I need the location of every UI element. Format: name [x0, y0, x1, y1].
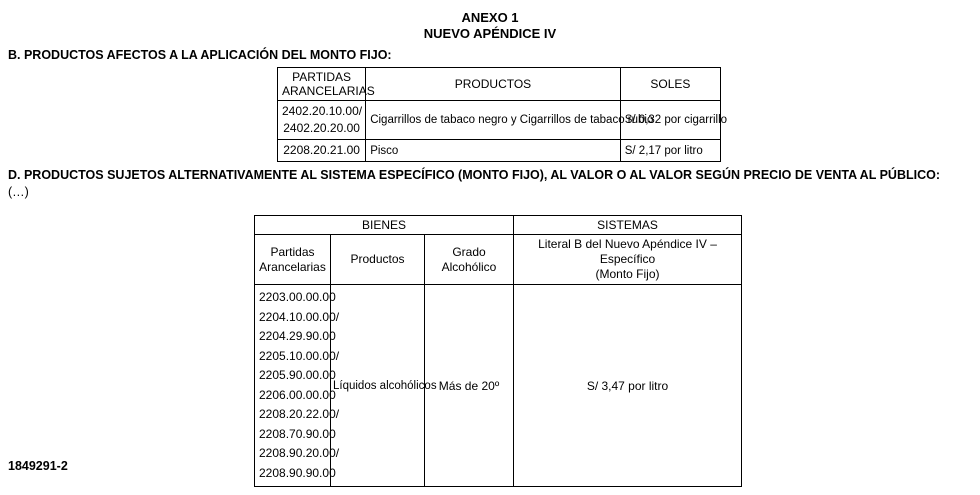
table-row	[278, 101, 721, 140]
partida-line2: 2402.20.20.00	[283, 121, 360, 135]
group-header-sistemas: SISTEMAS	[514, 216, 742, 235]
document-page	[0, 10, 980, 495]
header-partidas-arancelarias	[278, 68, 375, 101]
partida-item: 2204.29.90.00	[259, 329, 336, 343]
section-b-heading: B. PRODUCTOS AFECTOS A LA APLICACIÓN DEL MONTO FIJO:	[8, 48, 392, 62]
section-d-heading: D. PRODUCTOS SUJETOS ALTERNATIVAMENTE AL SISTEMA ESPECÍFICO (MONTO FIJO), AL VALOR O AL VALOR SEGÚN PRECIO DE VENTA AL PÚBLICO:	[8, 168, 941, 182]
partida-line1: 2402.20.10.00/	[282, 104, 363, 118]
document-title: ANEXO 1	[461, 10, 519, 25]
document-subtitle: NUEVO APÉNDICE IV	[423, 26, 557, 41]
cell-producto: Cigarrillos de tabaco negro y Cigarrillos de tabaco rubio	[366, 101, 621, 140]
subheader-partidas-line1: Partidas	[270, 244, 315, 259]
subheader-sistema-especifico	[514, 235, 742, 285]
header-partidas-line2: ARANCELARIAS	[282, 84, 375, 98]
sistemas-table	[254, 215, 742, 487]
partida-item: 2205.10.00.00/	[259, 348, 340, 363]
table-group-header-row	[255, 216, 742, 235]
cell-producto: Pisco	[366, 140, 621, 162]
section-d-table-wrapper	[254, 215, 980, 487]
monto-fijo-table	[277, 67, 728, 162]
subheader-sistema-line1: Literal B del Nuevo Apéndice IV – Específico	[538, 237, 717, 266]
subheader-partidas-line2: Arancelarias	[259, 259, 326, 274]
header-productos: PRODUCTOS	[366, 68, 621, 101]
cell-partidas	[278, 101, 366, 140]
cell-partidas-list	[255, 285, 340, 487]
cell-sistema-valor: S/ 3,47 por litro	[514, 285, 742, 487]
subheader-productos: Productos	[331, 235, 425, 285]
partida-item: 2206.00.00.00	[259, 387, 336, 402]
group-header-bienes: BIENES	[255, 216, 514, 235]
cell-soles: S/ 2,17 por litro	[620, 140, 720, 162]
partida-item: 2204.10.00.00/	[259, 309, 340, 324]
table-subheader-row	[255, 235, 742, 285]
subheader-sistema-line2: (Monto Fijo)	[595, 267, 660, 281]
cell-soles: S/ 0,32 por cigarrillo	[620, 101, 720, 140]
table-row	[278, 140, 721, 162]
partida-item: 2208.90.90.00	[259, 465, 336, 480]
header-soles: SOLES	[620, 68, 720, 101]
section-b-table-wrapper	[277, 67, 980, 162]
cell-partidas: 2208.20.21.00	[278, 140, 366, 162]
footer-code: 1849291-2	[8, 459, 68, 473]
header-partidas-line1: PARTIDAS	[292, 70, 352, 84]
partida-item: 2203.00.00.00	[259, 290, 336, 304]
subheader-grado-alcoholico: Grado Alcohólico	[425, 235, 514, 285]
section-d-continuation: (…)	[8, 185, 29, 199]
partida-item: 2205.90.00.00	[259, 368, 336, 382]
cell-producto: Líquidos alcohólicos	[331, 285, 425, 487]
table-row	[255, 285, 742, 487]
partida-item: 2208.20.22.00/	[259, 407, 340, 421]
partida-item: 2208.90.20.00/	[259, 446, 340, 460]
partida-item: 2208.70.90.00	[259, 426, 336, 441]
subheader-partidas-arancelarias	[255, 235, 331, 285]
cell-grado-alcoholico: Más de 20º	[425, 285, 514, 487]
